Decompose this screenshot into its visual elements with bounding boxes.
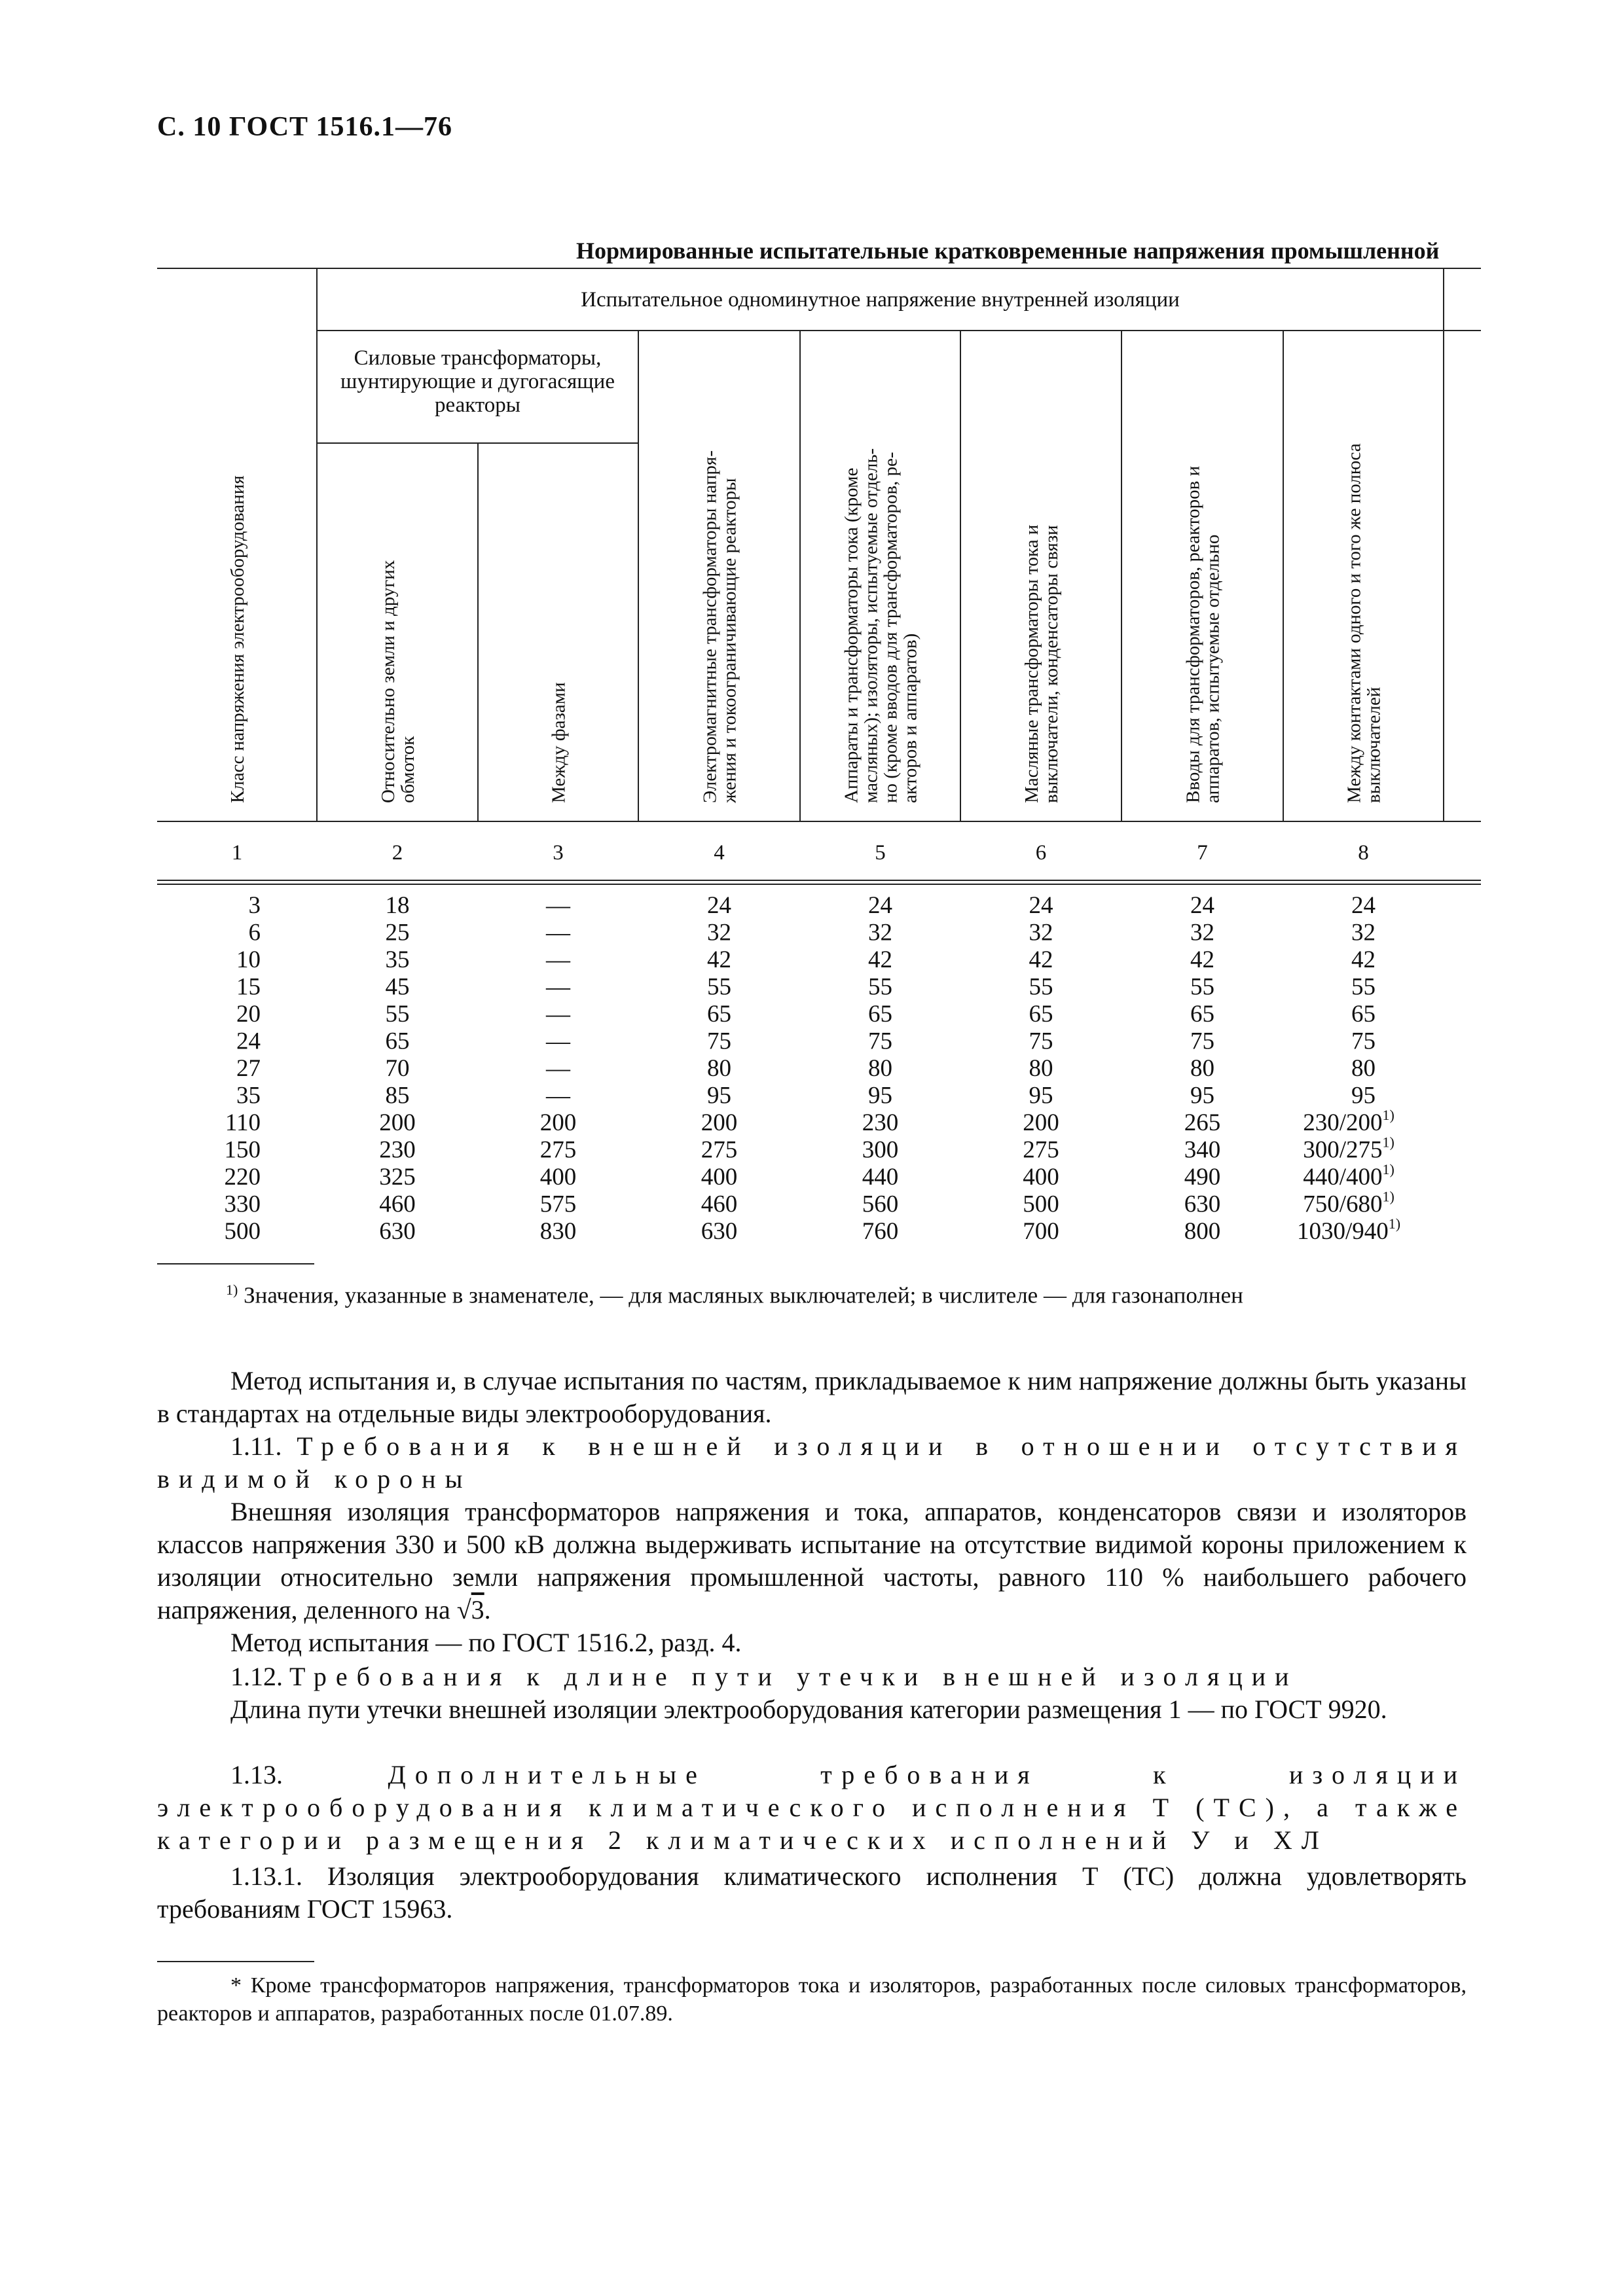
table-cell: — — [546, 892, 570, 919]
section-number: 1.12. — [230, 1662, 283, 1691]
column-number: 7 — [1197, 841, 1208, 865]
column-number: 1 — [231, 841, 243, 865]
table-cell: — — [546, 1082, 570, 1109]
table-cell: — — [546, 1055, 570, 1082]
group-header: Испытательное одноминутное напряжение внутренней изоляции — [581, 288, 1180, 312]
table-cell: 35 — [385, 946, 410, 973]
table-cell: 200 — [1023, 1109, 1059, 1136]
table-cell: 25 — [385, 919, 410, 946]
table-cell: 575 — [539, 1191, 577, 1218]
section-number: 1.13. — [230, 1760, 283, 1789]
column-header-8: выключателей — [1363, 687, 1385, 803]
table-footnote-text: Значения, указанные в знаменателе, — для масляных выключателей; в числителе — для газонаполнен — [244, 1282, 1243, 1308]
footnote-ref: 1) — [1388, 1215, 1401, 1232]
table-cell: 95 — [1190, 1082, 1214, 1109]
column-header-7: Вводы для трансформаторов, реакторов и — [1182, 465, 1204, 803]
table-cell: 500 — [224, 1218, 261, 1245]
table-cell: 200 — [701, 1109, 738, 1136]
column-header-5: акторов и аппаратов) — [900, 633, 921, 803]
table-cell: — — [546, 1028, 570, 1055]
table-cell: 230 — [862, 1109, 899, 1136]
section-1-12-heading — [157, 1660, 1467, 1693]
table-title: Нормированные испытательные кратковременные напряжения промышленной — [576, 238, 1440, 264]
table-cell: 400 — [701, 1164, 738, 1191]
table-cell: 75 — [1190, 1028, 1214, 1055]
table-cell: 95 — [707, 1082, 731, 1109]
table-cell: 460 — [379, 1191, 416, 1218]
table-cell: 830 — [539, 1218, 577, 1245]
table-cell: 80 — [1029, 1055, 1053, 1082]
column-header-3: Между фазами — [548, 682, 570, 803]
table-cell: 55 — [1351, 973, 1376, 1001]
table-cell: 65 — [1029, 1001, 1053, 1028]
table-cell: 75 — [868, 1028, 892, 1055]
table-cell: 42 — [1190, 946, 1214, 973]
table-cell: 65 — [1351, 1001, 1376, 1028]
section-title: Требования к внешней изоляции в отношении отсутствия видимой короны — [157, 1431, 1467, 1494]
section-title: Дополнительные требования к изоляции электрооборудования климатического исполнения Т (ТС), а также категории размещения 2 климатических исполнений У и ХЛ — [157, 1760, 1467, 1855]
table-cell: 55 — [707, 973, 731, 1001]
table-cell: 75 — [1351, 1028, 1376, 1055]
table-cell: 55 — [385, 1001, 410, 1028]
table-cell: 35 — [236, 1082, 261, 1109]
table-cell: 440/400$^{1)}$ — [1303, 1161, 1395, 1191]
table-cell: 490 — [1184, 1164, 1221, 1191]
table-cell: 24 — [1190, 892, 1214, 919]
column-number: 2 — [392, 841, 403, 865]
column-header-4: жения и токоограничивающие реакторы — [719, 478, 740, 803]
table-cell: — — [546, 919, 570, 946]
table-cell: 18 — [385, 892, 410, 919]
table-cell: 80 — [1351, 1055, 1376, 1082]
sqrt-value: 3 — [471, 1595, 484, 1624]
table-cell: 24 — [1351, 892, 1376, 919]
paragraph-1-13-1: 1.13.1. Изоляция электрооборудования климатического исполнения Т (ТС) должна удовлетворять требованиям ГОСТ 15963. — [157, 1861, 1467, 1924]
column-number: 4 — [714, 841, 725, 865]
column-header-6: Масляные трансформаторы тока и — [1021, 524, 1042, 803]
table-cell: 65 — [1190, 1001, 1214, 1028]
table-cell: 340 — [1184, 1136, 1221, 1164]
table-cell: 300 — [862, 1136, 899, 1164]
table-cell: 55 — [1029, 973, 1053, 1001]
table-cell: 750/680$^{1)}$ — [1303, 1188, 1395, 1218]
table-cell: 75 — [707, 1028, 731, 1055]
table-cell: 95 — [1029, 1082, 1053, 1109]
table-cell: 24 — [236, 1028, 261, 1055]
table-cell: 630 — [379, 1218, 416, 1245]
table-footnote — [226, 1282, 1243, 1309]
table-cell: 230/200$^{1)}$ — [1303, 1107, 1395, 1136]
table-cell: 200 — [379, 1109, 416, 1136]
footnote-ref: 1) — [1382, 1107, 1395, 1123]
table-cell: 65 — [707, 1001, 731, 1028]
table-cell: 560 — [862, 1191, 899, 1218]
table-cell: 400 — [1023, 1164, 1059, 1191]
table-cell: 275 — [539, 1136, 577, 1164]
table-cell: 200 — [539, 1109, 577, 1136]
table-cell: 27 — [236, 1055, 261, 1082]
paragraph-method: Метод испытания и, в случае испытания по частям, прикладываемое к ним напряжение должны быть указаны в стандартах на отдельные виды электрооборудования. — [157, 1366, 1467, 1428]
table-cell: — — [546, 1001, 570, 1028]
table-cell: 55 — [1190, 973, 1214, 1001]
table-cell: 110 — [225, 1109, 261, 1136]
table-cell: 32 — [1190, 919, 1214, 946]
table-cell: 1030/940$^{1)}$ — [1296, 1215, 1401, 1245]
column-number: 3 — [553, 841, 564, 865]
table-cell: 95 — [1351, 1082, 1376, 1109]
table-cell: 150 — [224, 1136, 261, 1164]
table-cell: 80 — [1190, 1055, 1214, 1082]
table-cell: 6 — [248, 919, 261, 946]
table-cell: 440 — [862, 1164, 899, 1191]
section-1-11-heading — [157, 1430, 1467, 1496]
table-cell: 700 — [1023, 1218, 1059, 1245]
table-cell: 45 — [385, 973, 410, 1001]
table-cell: 32 — [707, 919, 731, 946]
column-number: 8 — [1358, 841, 1369, 865]
table-cell: 95 — [868, 1082, 892, 1109]
footnote-ref: 1) — [1382, 1188, 1395, 1205]
table-cell: 32 — [1351, 919, 1376, 946]
table-cell: 65 — [385, 1028, 410, 1055]
table-cell: 32 — [868, 919, 892, 946]
column-number: 6 — [1035, 841, 1047, 865]
table-cell: 400 — [539, 1164, 577, 1191]
column-number: 5 — [875, 841, 886, 865]
subgroup-header-line: шунтирующие и дугогасящие — [340, 370, 615, 393]
footnote-divider — [157, 1263, 314, 1265]
column-header-2: Относительно земли и других — [378, 560, 399, 803]
table-cell: 55 — [868, 973, 892, 1001]
paragraph-test-method: Метод испытания — по ГОСТ 1516.2, разд. 4. — [230, 1628, 742, 1657]
table-cell: 42 — [707, 946, 731, 973]
table-cell: 800 — [1184, 1218, 1221, 1245]
subgroup-header-line: реакторы — [435, 393, 520, 417]
table-cell: 75 — [1029, 1028, 1053, 1055]
column-header-1: Класс напряжения электрооборудования — [227, 475, 248, 803]
column-header-6: выключатели, конденсаторы связи — [1041, 525, 1062, 803]
table-cell: 80 — [868, 1055, 892, 1082]
column-header-5: но (кроме вводов для трансформаторов, ре- — [880, 452, 902, 803]
table-cell: 300/275$^{1)}$ — [1303, 1134, 1395, 1164]
table-cell: 65 — [868, 1001, 892, 1028]
table-cell: 15 — [236, 973, 261, 1001]
table-cell: 330 — [224, 1191, 261, 1218]
paragraph-creepage: Длина пути утечки внешней изоляции электрооборудования категории размещения 1 — по ГОСТ 9920. — [230, 1695, 1387, 1724]
table-cell: 80 — [707, 1055, 731, 1082]
table-cell: 32 — [1029, 919, 1053, 946]
table-cell: 10 — [236, 946, 261, 973]
table-cell: 220 — [224, 1164, 261, 1191]
table-cell: 24 — [707, 892, 731, 919]
table-cell: 42 — [1029, 946, 1053, 973]
table-cell: — — [546, 946, 570, 973]
table-cell: 24 — [868, 892, 892, 919]
table-cell: 460 — [701, 1191, 738, 1218]
column-header-5: Аппараты и трансформаторы тока (кроме — [841, 467, 862, 803]
table-cell: 275 — [701, 1136, 738, 1164]
paragraph-corona — [157, 1496, 1467, 1626]
table-cell: 230 — [379, 1136, 416, 1164]
section-number: 1.11. — [230, 1431, 282, 1461]
table-footnote-mark: 1) — [226, 1282, 238, 1298]
section-1-13-heading — [157, 1759, 1467, 1857]
paragraph-corona-end: . — [484, 1595, 491, 1624]
table-cell: 500 — [1023, 1191, 1059, 1218]
table-cell: 70 — [385, 1055, 410, 1082]
table-cell: 42 — [1351, 946, 1376, 973]
column-header-2: обмоток — [397, 736, 418, 803]
column-header-8: Между контактами одного и того же полюса — [1343, 443, 1365, 803]
table-cell: 630 — [1184, 1191, 1221, 1218]
table-cell: 20 — [236, 1001, 261, 1028]
table-cell: 760 — [862, 1218, 899, 1245]
column-header-5: масляных); изоляторы, испытуемые отдель- — [860, 448, 882, 803]
page-footnote: * Кроме трансформаторов напряжения, трансформаторов тока и изоляторов, разработанных после силовых трансформаторов, реакторов и аппаратов, разработанных после 01.07.89. — [157, 1973, 1467, 2026]
table-cell: — — [546, 973, 570, 1001]
footnote-divider-2 — [157, 1961, 314, 1962]
section-title: Требования к длине пути утечки внешней изоляции — [289, 1662, 1298, 1691]
paragraph-corona-text: Внешняя изоляция трансформаторов напряжения и тока, аппаратов, конденсаторов связи и изоляторов классов напряжения 330 и 500 кВ должна выдерживать испытание на отсутствие видимой короны приложением к изоляции относительно земли напряжения промышленной частоты, равного 110 % наибольшего рабочего напряжения, деленного на √ — [157, 1497, 1467, 1624]
footnote-ref: 1) — [1382, 1161, 1395, 1177]
table-cell: 24 — [1029, 892, 1053, 919]
table-cell: 3 — [248, 892, 261, 919]
table-cell: 630 — [701, 1218, 738, 1245]
table-cell: 265 — [1184, 1109, 1221, 1136]
column-header-4: Электромагнитные трансформаторы напря- — [699, 450, 721, 803]
subgroup-header-line: Силовые трансформаторы, — [354, 346, 602, 370]
table-cell: 85 — [385, 1082, 410, 1109]
footnote-ref: 1) — [1382, 1134, 1395, 1151]
page-header: С. 10 ГОСТ 1516.1—76 — [157, 112, 453, 142]
table-cell: 325 — [379, 1164, 416, 1191]
table-cell: 42 — [868, 946, 892, 973]
column-header-7: аппаратов, испытуемые отдельно — [1202, 534, 1224, 803]
table-cell: 275 — [1023, 1136, 1059, 1164]
